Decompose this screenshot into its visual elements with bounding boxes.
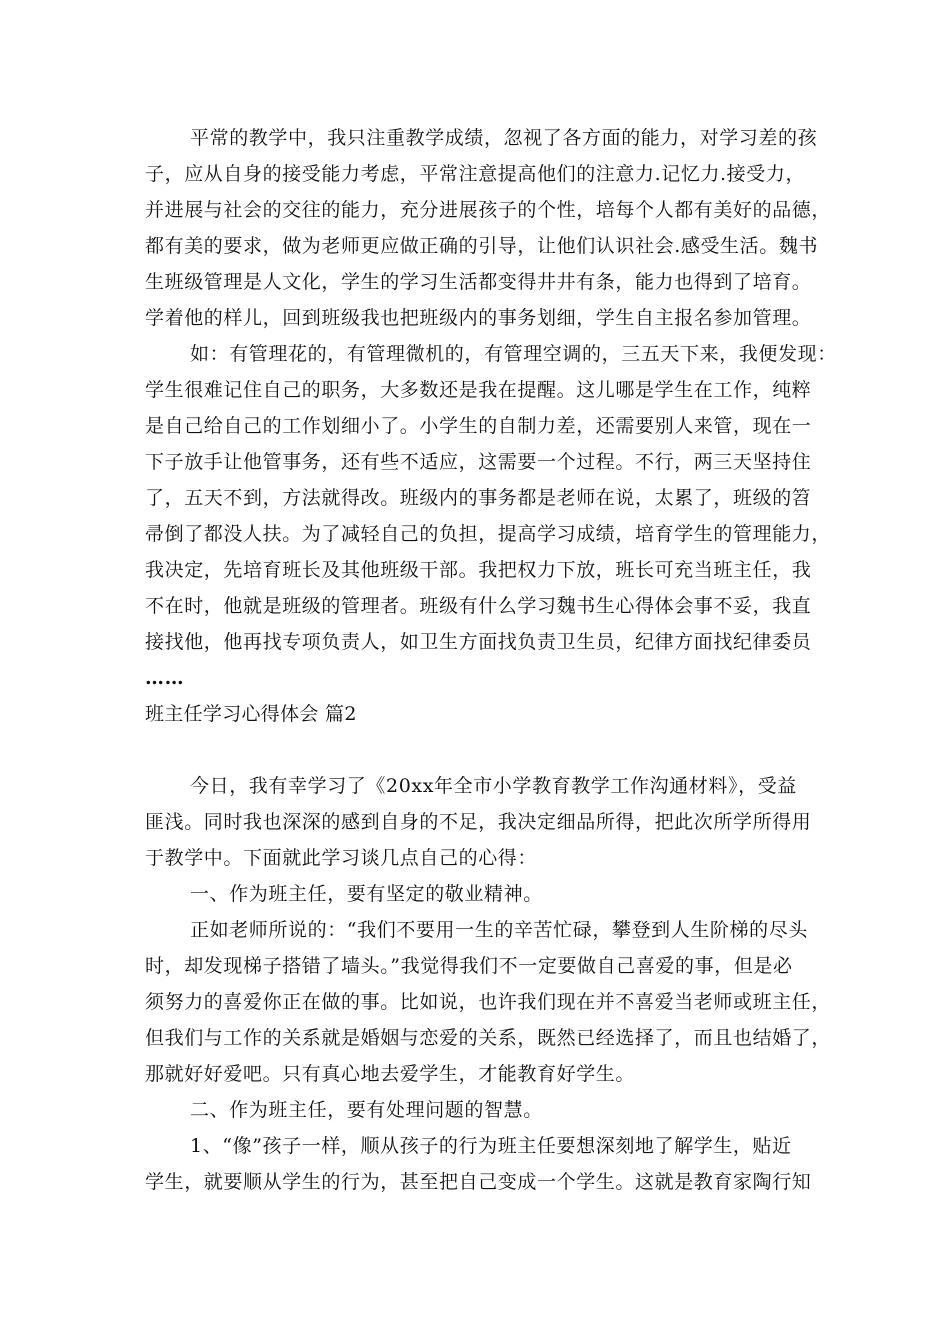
paragraph-line: 平常的教学中，我只注重教学成绩，忽视了各方面的能力，对学习差的孩 bbox=[190, 127, 818, 149]
paragraph-line: 今日，我有幸学习了《20xx年全市小学教育教学工作沟通材料》，受益 bbox=[190, 775, 797, 797]
paragraph-line: 都有美的要求，做为老师更应做正确的引导，让他们认识社会.感受生活。魏书 bbox=[145, 235, 819, 257]
paragraph-line: 1、“像”孩子一样，顺从孩子的行为班主任要想深刻地了解学生，贴近 bbox=[190, 1135, 792, 1157]
ellipsis-line: …… bbox=[145, 667, 185, 689]
section-title: 班主任学习心得体会 篇2 bbox=[145, 703, 357, 725]
paragraph-line: 匪浅。同时我也深深的感到自身的不足，我决定细品所得，把此次所学所得用 bbox=[145, 811, 812, 833]
paragraph-line: 是自己给自己的工作划细小了。小学生的自制力差，还需要别人来管，现在一 bbox=[145, 415, 812, 437]
paragraph-line: 子，应从自身的接受能力考虑，平常注意提高他们的注意力.记忆力.接受力， bbox=[145, 163, 806, 185]
subheading-1: 一、作为班主任，要有坚定的敬业精神。 bbox=[190, 883, 543, 905]
paragraph-line: 接找他，他再找专项负责人，如卫生方面找负责卫生员，纪律方面找纪律委员 bbox=[145, 631, 812, 653]
paragraph-line: 如：有管理花的，有管理微机的，有管理空调的，三五天下来，我便发现： bbox=[190, 343, 837, 365]
paragraph-line: 学生，就要顺从学生的行为，甚至把自己变成一个学生。这就是教育家陶行知 bbox=[145, 1171, 812, 1193]
paragraph-line: 但我们与工作的关系就是婚姻与恋爱的关系，既然已经选择了，而且也结婚了， bbox=[145, 1027, 832, 1049]
paragraph-line: 生班级管理是人文化，学生的学习生活都变得井井有条，能力也得到了培育。 bbox=[145, 271, 812, 293]
subheading-2: 二、作为班主任，要有处理问题的智慧。 bbox=[190, 1099, 543, 1121]
paragraph-line: 须努力的喜爱你正在做的事。比如说，也许我们现在并不喜爱当老师或班主任， bbox=[145, 991, 832, 1013]
paragraph-line: 那就好好爱吧。只有真心地去爱学生，才能教育好学生。 bbox=[145, 1063, 636, 1085]
paragraph-line: 时，却发现梯子搭错了墙头。”我觉得我们不一定要做自己喜爱的事，但是必 bbox=[145, 955, 793, 977]
paragraph-line: 正如老师所说的：“我们不要用一生的辛苦忙碌，攀登到人生阶梯的尽头 bbox=[190, 919, 808, 941]
paragraph-line: 学生很难记住自己的职务，大多数还是我在提醒。这儿哪是学生在工作，纯粹 bbox=[145, 379, 812, 401]
paragraph-line: 我决定，先培育班长及其他班级干部。我把权力下放，班长可充当班主任，我 bbox=[145, 559, 812, 581]
paragraph-line: 帚倒了都没人扶。为了减轻自己的负担，提高学习成绩，培育学生的管理能力， bbox=[145, 523, 832, 545]
paragraph-line: 下子放手让他管事务，还有些不适应，这需要一个过程。不行，两三天坚持住 bbox=[145, 451, 812, 473]
paragraph-line: 并进展与社会的交往的能力，充分进展孩子的个性，培每个人都有美好的品德， bbox=[145, 199, 832, 221]
paragraph-line: 不在时，他就是班级的管理者。班级有什么学习魏书生心得体会事不妥，我直 bbox=[145, 595, 812, 617]
paragraph-line: 学着他的样儿，回到班级我也把班级内的事务划细，学生自主报名参加管理。 bbox=[145, 307, 812, 329]
paragraph-line: 了，五天不到，方法就得改。班级内的事务都是老师在说，太累了，班级的笤 bbox=[145, 487, 812, 509]
paragraph-line: 于教学中。下面就此学习谈几点自己的心得： bbox=[145, 847, 538, 869]
